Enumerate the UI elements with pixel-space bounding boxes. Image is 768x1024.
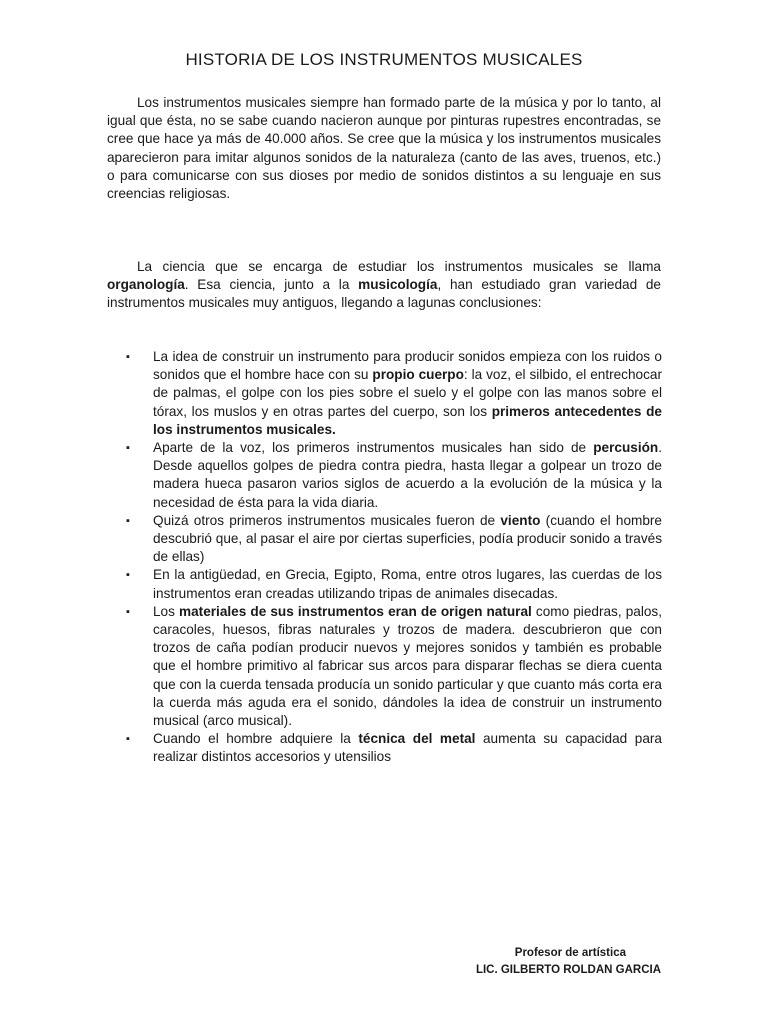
list-item [126, 566, 662, 602]
bullet-marker-icon: ▪ [126, 351, 130, 363]
conclusions-list [126, 348, 662, 767]
list-item-bold: viento [500, 512, 541, 528]
list-item [126, 730, 662, 766]
list-item [126, 439, 662, 512]
science-paragraph [107, 258, 661, 313]
list-item-text: En la antigüedad, en Grecia, Egipto, Roma, entre otros lugares, las cuerdas de los instrumentos eran creadas utilizando tripas de animales disecadas. [153, 567, 662, 601]
list-item-text: : la voz, el silbido, el entrechocar de palmas, el golpe con los pies sobre el suelo y el golpe con las manos sobre el tórax, los muslos y en otras partes del cuerpo, son los [153, 367, 662, 419]
bullet-marker-icon: ▪ [126, 733, 130, 746]
list-item-bold: propio cuerpo [372, 367, 464, 383]
list-item-text: Cuando el hombre adquiere la [153, 731, 359, 747]
list-item-text: Aparte de la voz, los primeros instrumentos musicales han sido de [153, 440, 594, 456]
term-organologia: organología [107, 277, 185, 293]
list-item [126, 603, 662, 730]
bullet-marker-icon: ▪ [126, 514, 130, 527]
bullet-marker-icon: ▪ [126, 605, 130, 618]
signature-role: Profesor de artística [514, 947, 626, 959]
bullet-marker-icon: ▪ [126, 442, 130, 455]
list-item-text: Quizá otros primeros instrumentos musicales fueron de [153, 512, 501, 528]
list-item-bold: primeros antecedentes de los instrumentos musicales. [153, 403, 662, 437]
paragraph-text: , han estudiado gran variedad de instrumentos musicales muy antiguos, llegando a lagunas conclusiones: [107, 277, 661, 311]
list-item-bold: técnica del metal [358, 731, 476, 747]
term-musicologia: musicología [358, 277, 438, 293]
list-item-text: aumenta su capacidad para realizar distintos accesorios y utensilios [153, 731, 662, 765]
paragraph-text: . Esa ciencia, junto a la [184, 277, 359, 293]
list-item [126, 348, 662, 439]
page-title: HISTORIA DE LOS INSTRUMENTOS MUSICALES [185, 50, 583, 69]
list-item [126, 512, 662, 567]
list-item-text: (cuando el hombre descubrió que, al pasar el aire por ciertas superficies, podía producir sonido a través de ellas) [153, 512, 662, 565]
list-item-bold: percusión [593, 440, 659, 456]
list-item-text: como piedras, palos, caracoles, huesos, fibras naturales y trozos de madera. descubrieron que con trozos de caña podían producir nuevos y mejores sonidos y también es probable que el hombre primitivo al fabricar sus arcos para disparar flechas se diera cuenta que con la cuerda tensada producía un sonido particular y que cuanto más corta era la cuerda más aguda era el sonido, dándoles la idea de construir un instrumento musical (arco musical). [153, 603, 662, 729]
list-item-text: Los [153, 603, 180, 619]
paragraph-text: La ciencia que se encarga de estudiar los instrumentos musicales se llama [137, 259, 661, 274]
signature-name: LIC. GILBERTO ROLDAN GARCIA [475, 964, 661, 976]
intro-paragraph: Los instrumentos musicales siempre han formado parte de la música y por lo tanto, al igual que ésta, no se sabe cuando nacieron aunque por pinturas rupestres encontradas, se cree que hace ya más de 40.000 años. Se cree que la música y los instrumentos musicales aparecieron para imitar algunos sonidos de la naturaleza (canto de las aves, truenos, etc.) o para comunicarse con sus dioses por medio de sonidos distintos a su lenguaje en sus creencias religiosas. [107, 95, 661, 202]
list-item-text: . Desde aquellos golpes de piedra contra piedra, hasta llegar a golpear un trozo de madera hueca pasaron varios siglos de acuerdo a la evolución de la música y la necesidad de ésta para la vida diaria. [153, 440, 662, 510]
bullet-marker-icon: ▪ [126, 569, 130, 582]
list-item-bold: materiales de sus instrumentos eran de origen natural [179, 603, 532, 619]
list-item-text: La idea de construir un instrumento para producir sonidos empieza con los ruidos o sonidos que el hombre hace con su [153, 349, 662, 383]
